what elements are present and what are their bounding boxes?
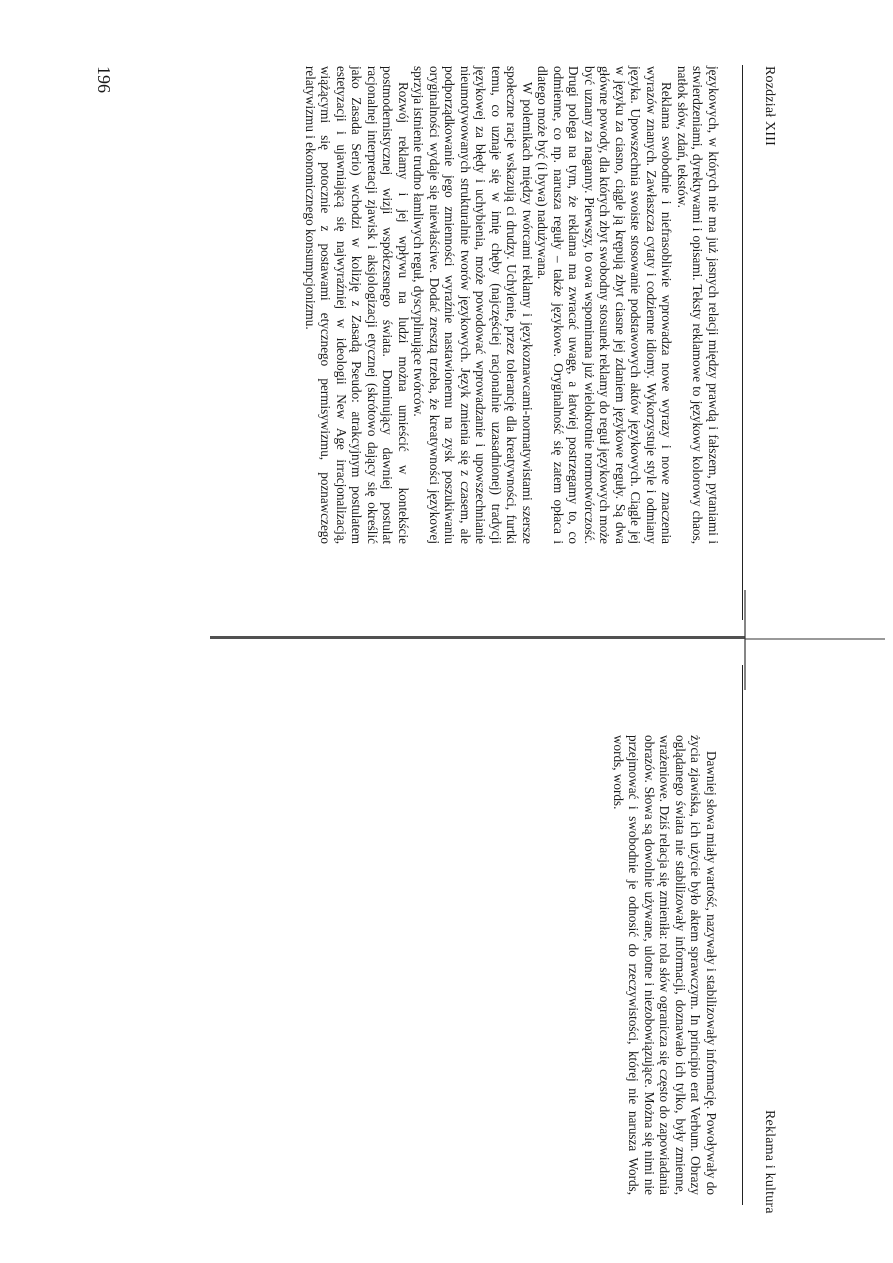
right-header-rule [742,665,743,1205]
left-paragraph: Rozwój reklamy i jej wpływu na ludzi można umieścić w kontekście postmodernistycznej wizji współczesnego świata. Dominujący dawniej postulat racjonalnej interpretacji zjawisk i aksjologizacji etycznej (skrótowo dający się określić jako Zasada Serio) wchodzi w kolizję z Zasadą Pseudo: atrakcyjnym postulatem estetyzacji i ujawniającą się najwyraźniej w ideologii New Age irracjonalizacją, wiążącymi się potocznie z postawami etycznego permisywizmu, poznawczego relatywizmu i ekonomicznego konsumpcjonizmu. [303,66,411,544]
page-number: 196 [94,66,114,93]
left-paragraph: językowych, w których nie ma już jasnych relacji między prawdą i fałszem, pytaniami i stwierdzeniami, dyrektywami i opisami. Teksty reklamowe to językowy kolorowy chaos, natłok słów, zdań, tekstów. [675,66,721,544]
left-paragraph: W polemikach między twórcami reklamy i językoznawcami-normatywistami szersze społeczne racje wskazują ci drudzy. Uchylenie, przez tolerancję dla kreatywności, furtki temu, co uznaje się w imię chęby (najczęściej racjonalnie uzasadnionej) tradycji językowej za błędy i uchybienia, może powodować wprowadzanie i upowszechnianie nieumotywowanych strukturalnie tworów językowych. Język zmienia się z czasem, ale podporządkowanie jego zmienności wyraźnie nastawionemu na zysk poszukiwaniu oryginalności wydaje się niewłaściwe. Dodać zresztą trzeba, że kreatywności językowej sprzyja istnienie trudno łamliwych reguł, dyscyplinujące twórców. [411,66,535,544]
right-page-body [611,735,720,1195]
right-paragraph: Dawniej słowa miały wartość, nazywały i stabilizowały informację. Powoływały do życia zjawiska, ich użycie było aktem sprawczym. In principio erat Verbum. Obrazy oglądanego świata nie stabilizowały informacji, doznawało ich tylko, były zmienne, wrażeniowe. Dziś relacja się zmieniła: rola słów ogranicza się często do zapowiadania obrazów. Słowa są dowolnie używane, ulotne i niezobowiązujące. Można się nimi nie przejmować i swobodnie je odnosić do rzeczywistości, której nie narusza Words, words, words. [611,735,719,1195]
book-spine-shadow [745,638,885,640]
running-head-right: Reklama i kultura [762,1110,777,1214]
running-head-left: Rozdział XIII [762,66,777,146]
left-header-rule [742,65,743,620]
book-spine [210,636,745,639]
left-page-body [303,66,722,544]
spine-curve [744,590,746,690]
left-paragraph: Reklama swobodnie i niefrasobliwie wprowadza nowe wyrazy i nowe znaczenia wyrazów znanych. Zawłaszcza cytaty i codzienne idiomy. Wykorzystuje style i odmiany języka. Upowszechnia swoiste stosowanie podstawowych aktów językowych. Ciągle jej w języku za ciasno, ciągle ją krępują zbyt ciasne jej zdaniem językowe reguły. Są dwa główne powody, dla których zbyt swobodny stosunek reklamy do reguł językowych może być uznany za naganny. Pierwszy, to owa wspominana już wielokrotnie normotwórczość. Drugi polega na tym, że reklama ma zwracać uwagę, a łatwiej postrzegamy to, co odmienne, co np. narusza reguły – także językowe. Oryginalność się zatem opłaca i dlatego może być (i bywa) nadużywana. [535,66,675,544]
